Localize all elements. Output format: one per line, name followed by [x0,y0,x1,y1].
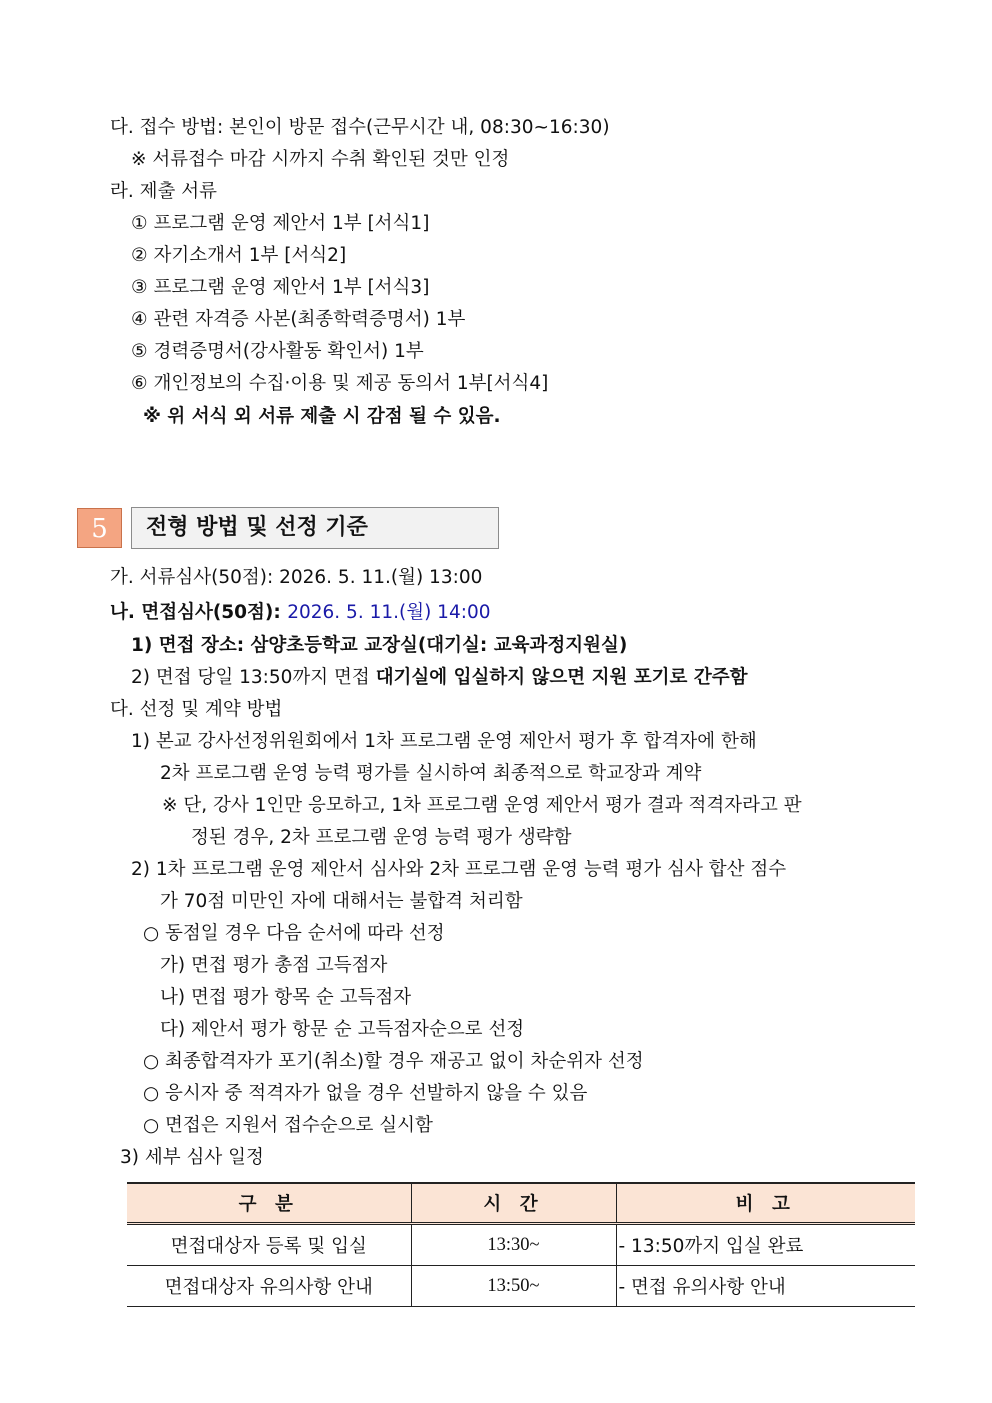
arrival-rule-emphasis: 대기실에 입실하지 않으면 지원 포기로 간주함 [375,667,748,688]
schedule-table [127,1182,915,1307]
interview-location: 1) 면접 장소: 삼양초등학교 교장실(대기실: 교육과정지원실) [131,635,628,656]
table-cell: 면접대상자 유의사항 안내 [127,1266,411,1307]
document-item: ③ 프로그램 운영 제안서 1부 [서식3] [131,277,430,298]
selection-step-2: 2) 1차 프로그램 운영 제안서 심사와 2차 프로그램 운영 능력 평가 심사 합산 점수 [131,859,787,880]
interview-review-label: 나. 면접심사(50점): [110,602,288,623]
section-number-badge: 5 [77,508,122,548]
document-item: ⑤ 경력증명서(강사활동 확인서) 1부 [131,341,424,362]
documents-heading: 라. 제출 서류 [110,181,217,202]
document-item: ② 자기소개서 1부 [서식2] [131,245,347,266]
selection-step-1: 1) 본교 강사선정위원회에서 1차 프로그램 운영 제안서 평가 후 합격자에 한해 [131,731,757,752]
selection-heading: 다. 선정 및 계약 방법 [110,699,283,720]
section-title: 전형 방법 및 선정 기준 [131,507,499,549]
interview-review-line [110,601,491,625]
rule-item: ○ 응시자 중 적격자가 없을 경우 선발하지 않을 수 있음 [143,1083,588,1104]
table-header-row [127,1183,915,1224]
column-header: 비 고 [616,1183,915,1224]
arrival-rule-text: 2) 면접 당일 13:50까지 면접 [131,667,376,688]
rule-item: ○ 최종합격자가 포기(취소)할 경우 재공고 없이 차순위자 선정 [143,1051,644,1072]
table-cell: - 13:50까지 입실 완료 [616,1224,915,1266]
tie-break-rule: ○ 동점일 경우 다음 순서에 따라 선정 [143,923,445,944]
document-item: ⑥ 개인정보의 수집·이용 및 제공 동의서 1부[서식4] [131,373,549,394]
tie-break-item: 가) 면접 평가 총점 고득점자 [160,955,388,976]
table-cell: 13:50~ [411,1266,616,1307]
selection-step-1-note: ※ 단, 강사 1인만 응모하고, 1차 프로그램 운영 제안서 평가 결과 적격자라고 판 [162,795,802,816]
interview-review-date: 2026. 5. 11.(월) 14:00 [287,602,491,623]
selection-step-2-cont: 가 70점 미만인 자에 대해서는 불합격 처리함 [160,891,523,912]
reception-method: 다. 접수 방법: 본인이 방문 접수(근무시간 내, 08:30~16:30) [110,117,610,138]
document-item: ④ 관련 자격증 사본(최종학력증명서) 1부 [131,309,466,330]
penalty-warning: ※ 위 서식 외 서류 제출 시 감점 될 수 있음. [143,406,501,427]
document-review-line: 가. 서류심사(50점): 2026. 5. 11.(월) 13:00 [110,567,483,588]
table-row [127,1224,915,1266]
schedule-heading: 3) 세부 심사 일정 [120,1147,264,1168]
tie-break-item: 다) 제안서 평가 항문 순 고득점자순으로 선정 [160,1019,525,1040]
document-item: ① 프로그램 운영 제안서 1부 [서식1] [131,213,430,234]
table-row [127,1266,915,1307]
reception-note: ※ 서류접수 마감 시까지 수취 확인된 것만 인정 [131,149,510,170]
column-header: 시 간 [411,1183,616,1224]
selection-step-1-note-cont: 정된 경우, 2차 프로그램 운영 능력 평가 생략함 [191,827,572,848]
interview-arrival-rule [131,666,747,690]
table-cell: 13:30~ [411,1224,616,1266]
rule-item: ○ 면접은 지원서 접수순으로 실시함 [143,1115,433,1136]
column-header: 구 분 [127,1183,411,1224]
tie-break-item: 나) 면접 평가 항목 순 고득점자 [160,987,412,1008]
selection-step-1-cont: 2차 프로그램 운영 능력 평가를 실시하여 최종적으로 학교장과 계약 [160,763,702,784]
table-cell: 면접대상자 등록 및 입실 [127,1224,411,1266]
table-cell: - 면접 유의사항 안내 [616,1266,915,1307]
